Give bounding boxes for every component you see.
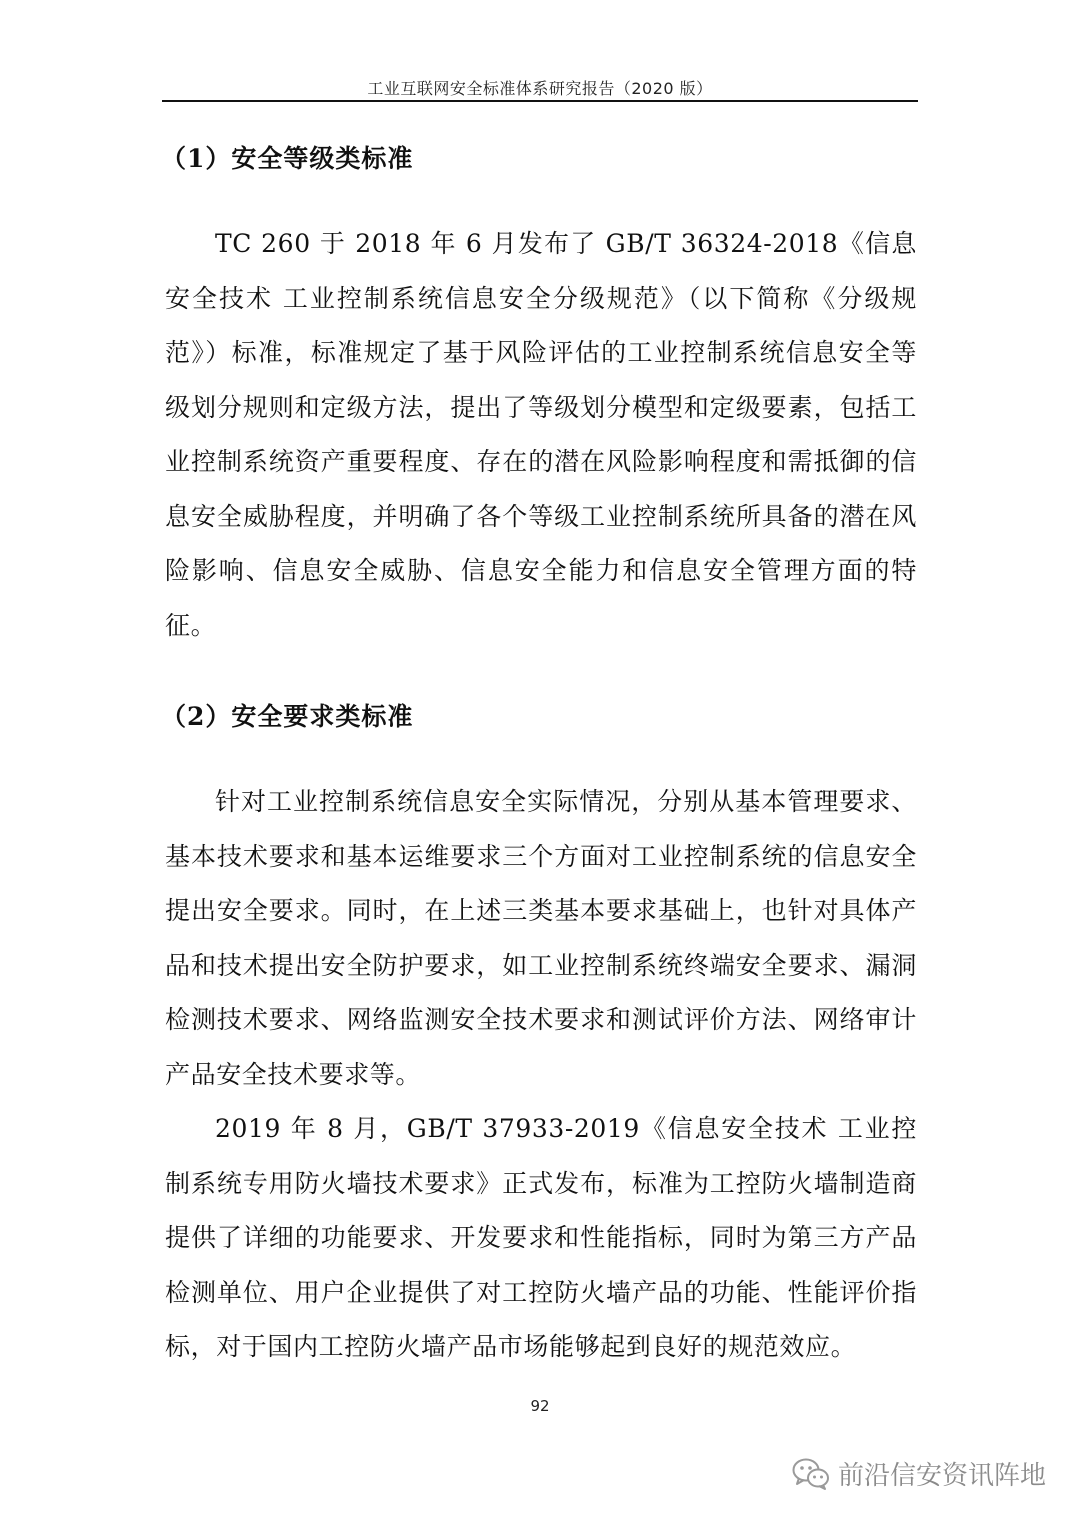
paragraph: 针对工业控制系统信息安全实际情况，分别从基本管理要求、基本技术要求和基本运维要求三个方面对工业控制系统的信息安全提出安全要求。同时，在上述三类基本要求基础上，也针对具体产品和技术提出安全防护要求，如工业控制系统终端安全要求、漏洞检测技术要求、网络监测安全技术要求和测试评价方法、网络审计产品安全技术要求等。 <box>165 787 917 1089</box>
wechat-icon <box>792 1457 830 1491</box>
paragraph: TC 260 于 2018 年 6 月发布了 GB/T 36324-2018《信息安全技术 工业控制系统信息安全分级规范》（以下简称《分级规范》）标准，标准规定了基于风险评估的工业控制系统信息安全等级划分规则和定级方法，提出了等级划分模型和定级要素，包括工业控制系统资产重要程度、存在的潜在风险影响程度和需抵御的信息安全威胁程度，并明确了各个等级工业控制系统所具备的潜在风险影响、信息安全威胁、信息安全能力和信息安全管理方面的特征。 <box>165 229 917 640</box>
paragraph: 2019 年 8 月，GB/T 37933-2019《信息安全技术 工业控制系统专用防火墙技术要求》正式发布，标准为工控防火墙制造商提供了详细的功能要求、开发要求和性能指标，同时为第三方产品检测单位、用户企业提供了对工控防火墙产品的功能、性能评价指标，对于国内工控防火墙产品市场能够起到良好的规范效应。 <box>165 1114 917 1361</box>
section-heading-2: （2）安全要求类标准 <box>161 702 414 731</box>
watermark-text: 前沿信安资讯阵地 <box>837 1461 1046 1491</box>
page-header-title: 工业互联网安全标准体系研究报告（2020 版） <box>367 79 713 98</box>
header-divider <box>162 100 918 102</box>
page-number: 92 <box>530 1397 550 1415</box>
watermark <box>792 1455 1046 1492</box>
section-heading-1: （1）安全等级类标准 <box>161 144 414 173</box>
document-body <box>161 135 917 1375</box>
